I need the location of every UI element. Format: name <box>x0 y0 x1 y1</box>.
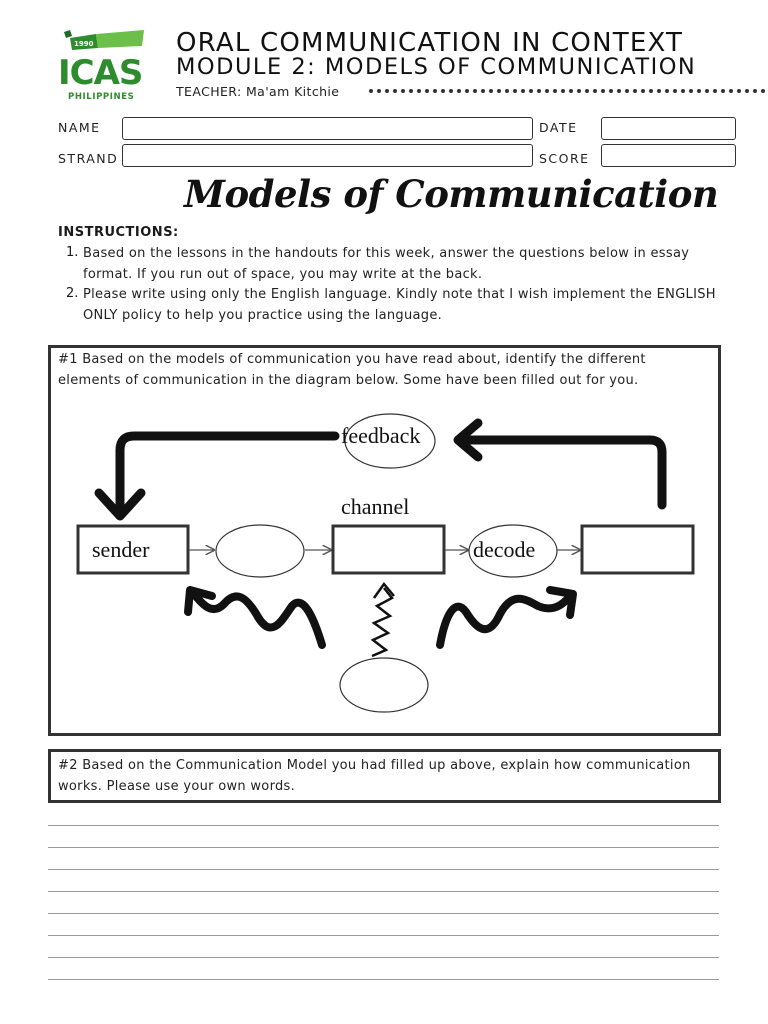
writing-line[interactable] <box>48 957 719 958</box>
strand-label: STRAND <box>58 151 119 166</box>
noise-arrow-right <box>440 596 570 645</box>
writing-line[interactable] <box>48 979 719 980</box>
instruction-1-number: 1. <box>66 245 79 260</box>
writing-line[interactable] <box>48 825 719 826</box>
feedback-label: feedback <box>341 423 421 448</box>
instruction-1: Based on the lessons in the handouts for this week, answer the questions below in essay format. If you run out of space, you may write at the back. <box>83 246 690 282</box>
score-label: SCORE <box>539 151 590 166</box>
encode-oval-blank <box>216 525 304 577</box>
noise-arrow-left <box>194 594 322 645</box>
sender-label: sender <box>92 537 150 562</box>
logo-country: PHILIPPINES <box>68 92 135 102</box>
instruction-2: Please write using only the English language. Kindly note that I wish implement the ENGLISH ONLY policy to help you practice using the language. <box>83 287 716 323</box>
date-label: DATE <box>539 120 578 135</box>
writing-line[interactable] <box>48 935 719 936</box>
receiver-box-blank <box>582 526 693 573</box>
writing-line[interactable] <box>48 869 719 870</box>
course-title: ORAL COMMUNICATION IN CONTEXT <box>176 28 684 58</box>
question-1-text: #1 Based on the models of communication you have read about, identify the different elements of communication in the diagram below. Some have been filled out for you. <box>58 352 646 388</box>
noise-oval-blank <box>340 658 428 712</box>
name-label: NAME <box>58 120 101 135</box>
feedback-arrow-left <box>120 436 335 510</box>
writing-line[interactable] <box>48 913 719 914</box>
logo-wordmark: ICAS <box>58 53 143 93</box>
module-title: MODULE 2: MODELS OF COMMUNICATION <box>176 54 697 80</box>
question-2-text: #2 Based on the Communication Model you had filled up above, explain how communication works. Please use your own words. <box>58 758 691 794</box>
message-box-blank <box>333 526 444 573</box>
feedback-arrow-right <box>460 440 662 505</box>
teacher-name: TEACHER: Ma'am Kitchie <box>176 84 340 99</box>
logo-year: 1990 <box>74 40 94 48</box>
instruction-2-number: 2. <box>66 286 79 301</box>
page-title: Models of Communication <box>184 172 719 216</box>
instructions-heading: INSTRUCTIONS: <box>58 225 179 240</box>
writing-line[interactable] <box>48 891 719 892</box>
writing-line[interactable] <box>48 847 719 848</box>
decode-label: decode <box>473 537 536 562</box>
channel-label: channel <box>341 494 410 519</box>
